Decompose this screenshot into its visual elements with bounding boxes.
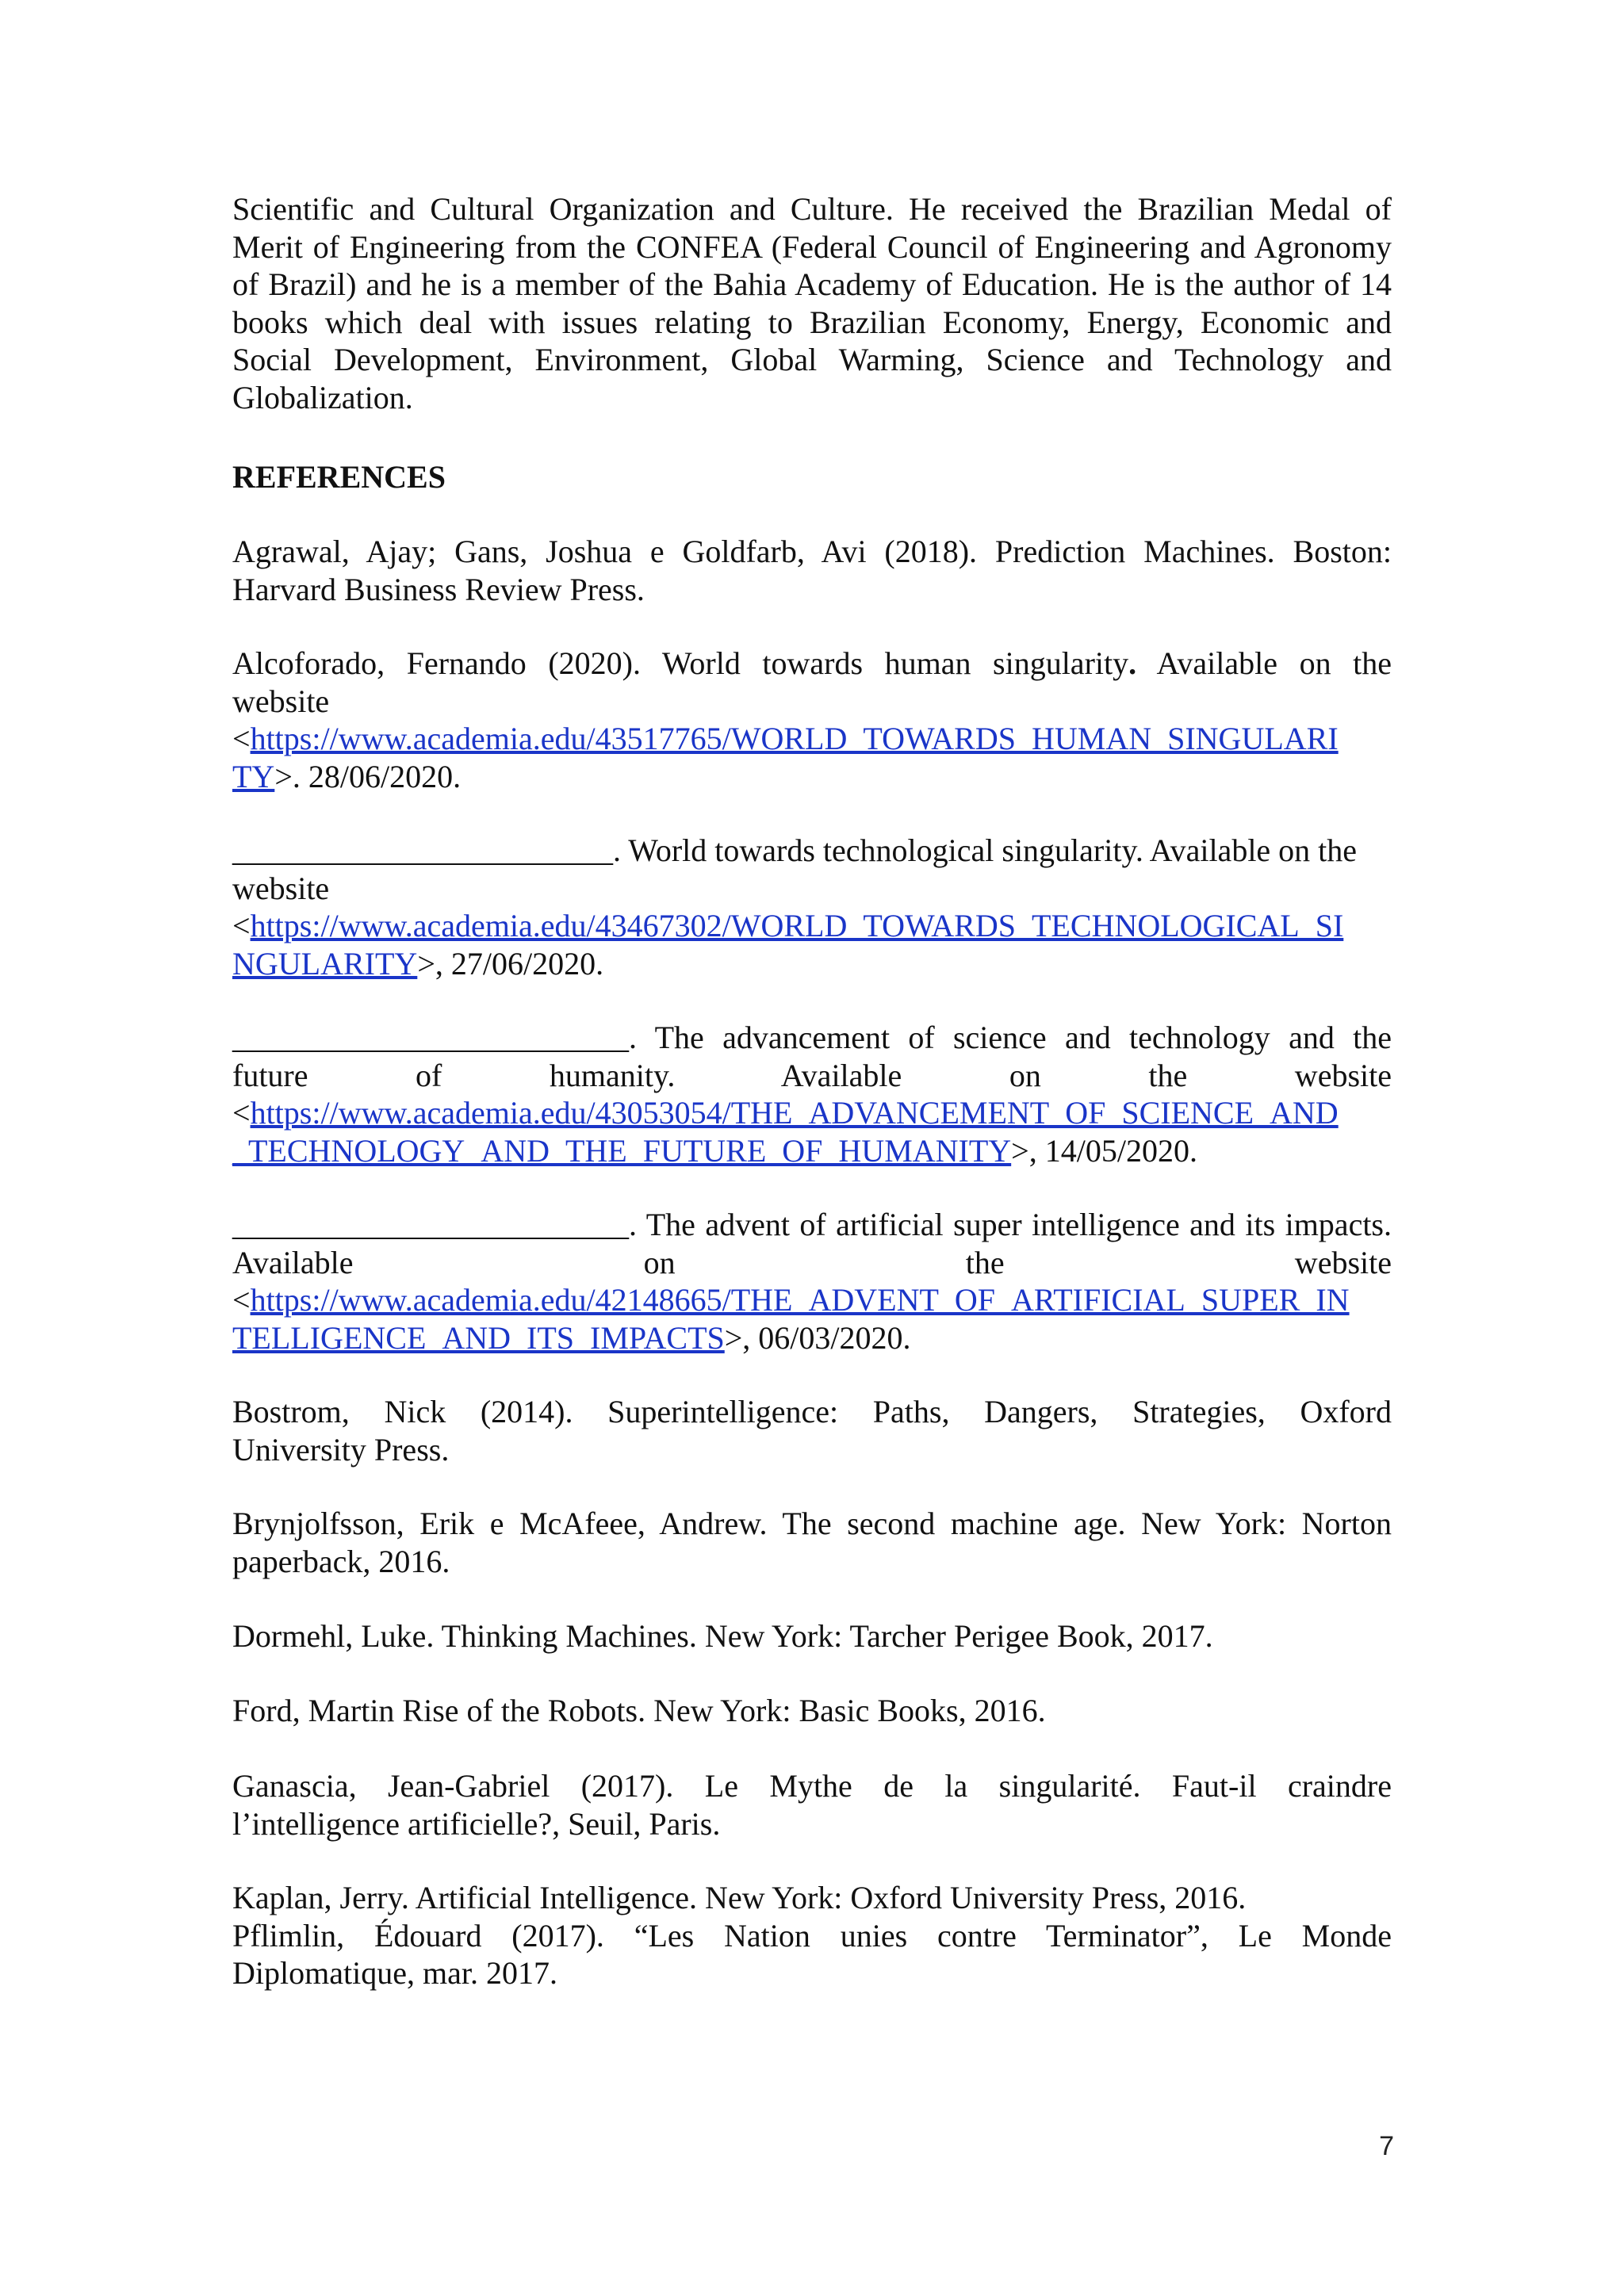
reference-date: >, 06/03/2020. (724, 1319, 911, 1356)
reference-link[interactable]: NGULARITY (232, 945, 418, 982)
reference-dormehl (232, 1617, 1392, 1655)
reference-line (232, 1019, 1392, 1057)
reference-line (232, 832, 1392, 870)
reference-line (232, 907, 1392, 945)
reference-kaplan-pflimlin (232, 1879, 1392, 1992)
reference-link[interactable]: https://www.academia.edu/43053054/THE_ADVANCEMENT_OF_SCIENCE_AND (250, 1095, 1339, 1131)
reference-link[interactable]: https://www.academia.edu/43467302/WORLD_TOWARDS_TECHNOLOGICAL_SI (250, 908, 1344, 943)
reference-line (232, 1094, 1392, 1132)
reference-line: paperback, 2016. (232, 1543, 450, 1579)
reference-availability: Available on the (1136, 645, 1392, 681)
reference-line (232, 758, 1392, 796)
reference-line: Ganascia, Jean-Gabriel (2017). Le Mythe de la singularité. Faut-il craindre (232, 1768, 1392, 1804)
reference-alcoforado-technological-singularity (232, 832, 1392, 982)
reference-link[interactable]: _TECHNOLOGY_AND_THE_FUTURE_OF_HUMANITY (232, 1132, 1012, 1169)
bio-line: Scientific and Cultural Organization and Culture. He received the Brazilian Medal of (232, 191, 1392, 227)
angle-bracket: < (232, 1095, 251, 1131)
reference-line: Harvard Business Review Press. (232, 571, 645, 607)
reference-link[interactable]: TY (232, 758, 275, 794)
reference-date: >, 14/05/2020. (1011, 1132, 1197, 1169)
reference-line: University Press. (232, 1431, 450, 1468)
reference-bostrom (232, 1393, 1392, 1468)
reference-line: Available on the website (232, 1244, 1392, 1280)
author-repeat-rule: _________________________ (232, 1207, 629, 1242)
reference-date: >, 27/06/2020. (417, 945, 604, 982)
bio-line: Merit of Engineering from the CONFEA (Federal Council of Engineering and Agronomy (232, 228, 1392, 265)
reference-title: . World towards technological singularity. Available on the (613, 832, 1358, 868)
reference-period: . (1128, 645, 1137, 681)
angle-bracket: < (232, 908, 251, 943)
reference-link[interactable]: https://www.academia.edu/42148665/THE_ADVENT_OF_ARTIFICIAL_SUPER_IN (250, 1282, 1350, 1318)
reference-line: Ford, Martin Rise of the Robots. New York: Basic Books, 2016. (232, 1693, 1046, 1728)
reference-link[interactable]: https://www.academia.edu/43517765/WORLD_TOWARDS_HUMAN_SINGULARI (250, 721, 1339, 756)
reference-line (232, 645, 1392, 683)
bio-line: Globalization. (232, 379, 413, 415)
reference-ford (232, 1692, 1392, 1730)
reference-line (232, 1281, 1392, 1319)
reference-title: Alcoforado, Fernando (2020). World towards human singularity (232, 645, 1129, 681)
reference-agrawal (232, 533, 1392, 608)
reference-line (232, 945, 1392, 983)
reference-line: website (232, 870, 330, 906)
bio-line: Social Development, Environment, Global Warming, Science and Technology and (232, 342, 1392, 377)
reference-line (232, 1319, 1392, 1357)
reference-line: l’intelligence artificielle?, Seuil, Paris. (232, 1805, 721, 1842)
angle-bracket: < (232, 721, 251, 756)
reference-line: Kaplan, Jerry. Artificial Intelligence. New York: Oxford University Press, 2016. (232, 1880, 1247, 1915)
references-heading: REFERENCES (232, 459, 446, 495)
author-repeat-rule: ________________________ (232, 832, 613, 868)
reference-alcoforado-super-intelligence (232, 1206, 1392, 1357)
reference-line (232, 720, 1392, 758)
reference-date: >. 28/06/2020. (274, 758, 462, 794)
reference-line: Bostrom, Nick (2014). Superintelligence: Paths, Dangers, Strategies, Oxford (232, 1394, 1392, 1429)
author-bio-paragraph (232, 190, 1392, 416)
angle-bracket: < (232, 1282, 251, 1318)
reference-ganascia (232, 1767, 1392, 1843)
reference-alcoforado-advancement (232, 1019, 1392, 1169)
reference-link[interactable]: TELLIGENCE_AND_ITS_IMPACTS (232, 1319, 725, 1356)
reference-line: Dormehl, Luke. Thinking Machines. New York: Tarcher Perigee Book, 2017. (232, 1618, 1213, 1654)
reference-line (232, 1206, 1392, 1244)
bio-line: books which deal with issues relating to Brazilian Economy, Energy, Economic and (232, 304, 1392, 340)
bio-line: of Brazil) and he is a member of the Bahia Academy of Education. He is the author of 14 (232, 266, 1392, 302)
reference-brynjolfsson (232, 1505, 1392, 1580)
author-repeat-rule: _________________________ (232, 1020, 629, 1055)
reference-line: Brynjolfsson, Erik e McAfeee, Andrew. The second machine age. New York: Norton (232, 1506, 1392, 1541)
page-number: 7 (1379, 2131, 1394, 2161)
reference-alcoforado-human-singularity (232, 645, 1392, 795)
reference-line (232, 1132, 1392, 1170)
reference-line: Diplomatique, mar. 2017. (232, 1955, 557, 1991)
reference-line: Pflimlin, Édouard (2017). “Les Nation unies contre Terminator”, Le Monde (232, 1917, 1392, 1954)
reference-title: . The advent of artificial super intelligence and its impacts. (629, 1207, 1392, 1242)
reference-line: website (232, 683, 330, 719)
reference-line: Agrawal, Ajay; Gans, Joshua e Goldfarb, Avi (2018). Prediction Machines. Boston: (232, 534, 1392, 569)
reference-title: . The advancement of science and technology and the (629, 1020, 1392, 1055)
reference-line: future of humanity. Available on the website (232, 1057, 1392, 1093)
